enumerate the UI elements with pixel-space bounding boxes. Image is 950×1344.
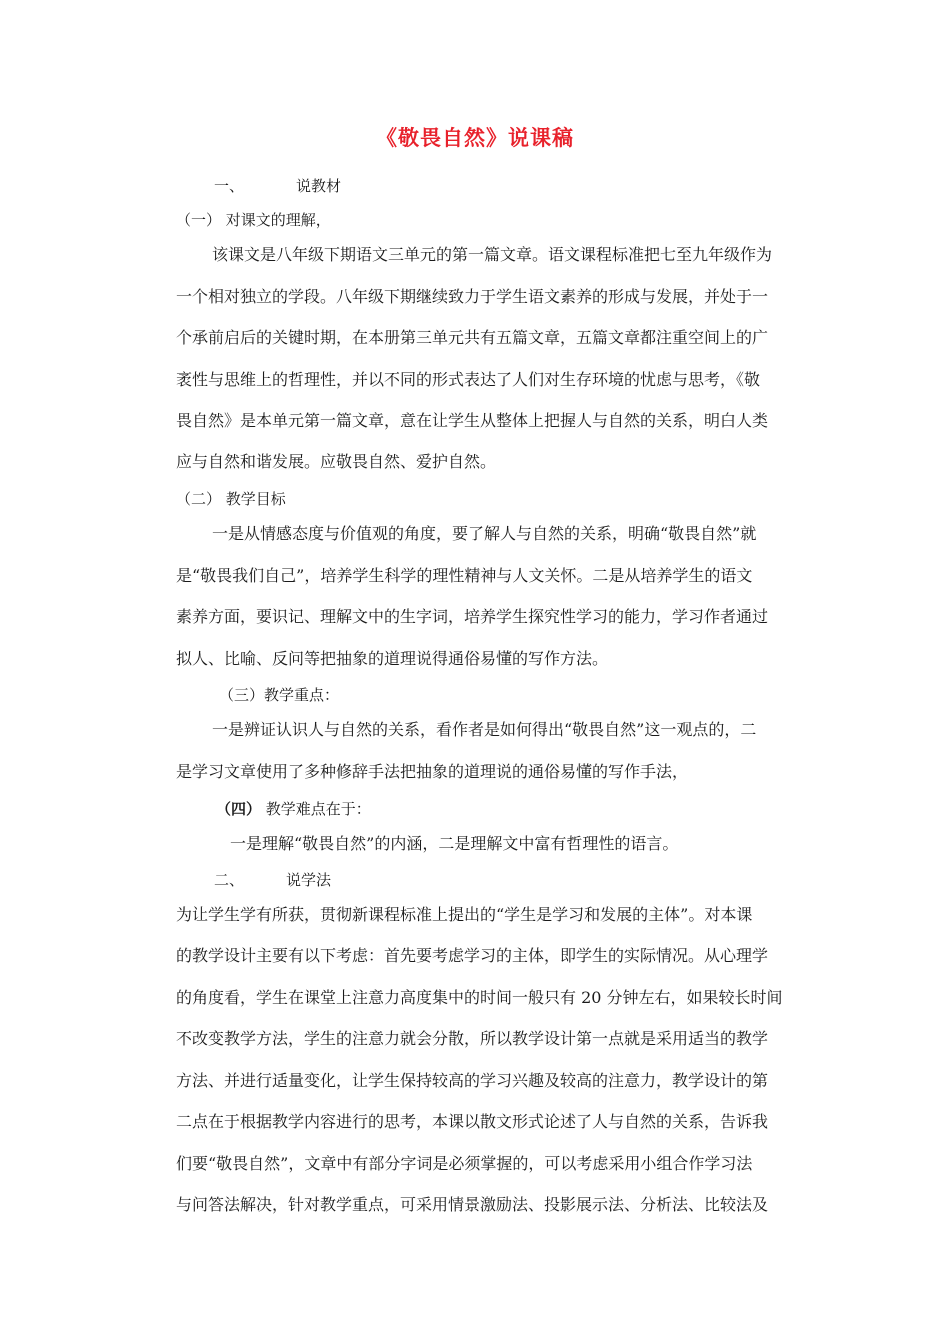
- paragraph-line: 的角度看，学生在课堂上注意力高度集中的时间一般只有 20 分钟左右，如果较长时间: [176, 988, 783, 1007]
- paragraph-line: 与问答法解决，针对教学重点，可采用情景激励法、投影展示法、分析法、比较法及: [176, 1195, 769, 1214]
- paragraph-line: 不改变教学方法，学生的注意力就会分散，所以教学设计第一点就是采用适当的教学: [176, 1029, 769, 1048]
- subheading-1: （一） 对课文的理解，: [176, 211, 331, 229]
- paragraph-line: 袤性与思维上的哲理性，并以不同的形式表达了人们对生存环境的忧虑与思考，《敬: [176, 370, 761, 389]
- paragraph-line: 个承前启后的关键时期，在本册第三单元共有五篇文章，五篇文章都注重空间上的广: [176, 328, 769, 347]
- paragraph-line: 素养方面，要识记、理解文中的生字词，培养学生探究性学习的能力，学习作者通过: [176, 607, 769, 626]
- paragraph-line: 一个相对独立的学段。八年级下期继续致力于学生语文素养的形成与发展，并处于一: [176, 287, 769, 306]
- section-title: 说教材: [296, 177, 342, 195]
- paragraph-line: 应与自然和谐发展。应敬畏自然、爱护自然。: [176, 452, 497, 471]
- document-title: 《敬畏自然》说课稿: [376, 126, 574, 150]
- section-number: 一、: [214, 177, 245, 195]
- section-heading-1: [214, 176, 844, 196]
- subheading-number: （四）: [216, 800, 262, 818]
- paragraph-line: 二点在于根据教学内容进行的思考，本课以散文形式论述了人与自然的关系，告诉我: [176, 1112, 769, 1131]
- paragraph-line: 方法、并进行适量变化，让学生保持较高的学习兴趣及较高的注意力，教学设计的第: [176, 1071, 769, 1090]
- paragraph-line: 一是从情感态度与价值观的角度，要了解人与自然的关系，明确“敬畏自然”就: [212, 524, 757, 543]
- paragraph-line: 的教学设计主要有以下考虑：首先要考虑学习的主体，即学生的实际情况。从心理学: [176, 946, 769, 965]
- subheading-4: [216, 799, 846, 819]
- section-title: 说学法: [286, 871, 332, 889]
- paragraph-line: 为让学生学有所获，贯彻新课程标准上提出的“学生是学习和发展的主体”。对本课: [176, 905, 753, 924]
- section-heading-2: [214, 870, 844, 890]
- paragraph-line: 畏自然》是本单元第一篇文章，意在让学生从整体上把握人与自然的关系，明白人类: [176, 411, 769, 430]
- subheading-2: （二） 教学目标: [176, 490, 286, 508]
- paragraph-line: 是“敬畏我们自己”，培养学生科学的理性精神与人文关怀。二是从培养学生的语文: [176, 566, 753, 585]
- paragraph-line: 一是理解“敬畏自然”的内涵，二是理解文中富有哲理性的语言。: [230, 834, 679, 853]
- paragraph-line: 们要“敬畏自然”，文章中有部分字词是必须掌握的，可以考虑采用小组合作学习法: [176, 1154, 753, 1173]
- paragraph-line: 是学习文章使用了多种修辞手法把抽象的道理说的通俗易懂的写作手法，: [176, 762, 689, 781]
- paragraph-line: 一是辨证认识人与自然的关系，看作者是如何得出“敬畏自然”这一观点的，二: [212, 720, 757, 739]
- paragraph-line: 该课文是八年级下期语文三单元的第一篇文章。语文课程标准把七至九年级作为: [212, 245, 773, 264]
- paragraph-line: 拟人、比喻、反问等把抽象的道理说得通俗易懂的写作方法。: [176, 649, 609, 668]
- subheading-3: （三）教学重点：: [219, 686, 340, 704]
- subheading-text: 教学难点在于：: [265, 800, 371, 818]
- section-number: 二、: [214, 871, 245, 889]
